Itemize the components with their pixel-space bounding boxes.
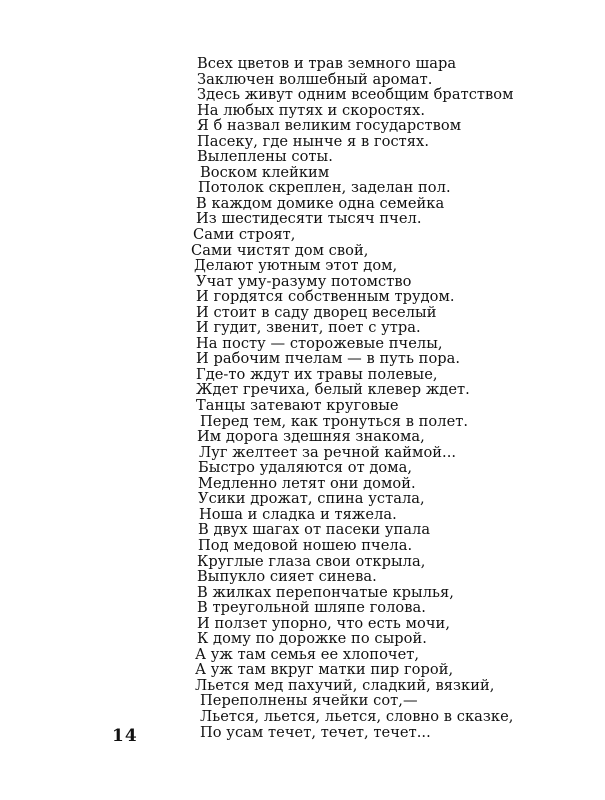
poem-line: И ползет упорно, что есть мочи, xyxy=(197,614,451,632)
poem-line: Всех цветов и трав земного шара xyxy=(197,55,457,72)
poem-line: А уж там вкруг матки пир горой, xyxy=(195,661,454,679)
poem-line: Из шестидесяти тысяч пчел. xyxy=(196,210,422,228)
poem-line: Ноша и сладка и тяжела. xyxy=(199,505,397,523)
poem-line: И стоит в саду дворец веселый xyxy=(196,303,437,321)
poem-line: Где-то ждут их травы полевые, xyxy=(196,365,438,383)
poem-line: И гудит, звенит, поет с утра. xyxy=(196,319,421,337)
poem-line: Я б назвал великим государством xyxy=(197,117,462,135)
poem-line: К дому по дорожке по сырой. xyxy=(197,630,427,648)
poem-line: Льется, льется, льется, словно в сказке, xyxy=(200,707,514,725)
poem-line: Выпукло сияет синева. xyxy=(197,568,377,586)
poem-line: Им дорога здешняя знакома, xyxy=(197,428,425,446)
poem-text xyxy=(191,55,517,741)
poem-line: Потолок скреплен, заделан пол. xyxy=(198,179,451,197)
poem-line: Усики дрожат, спина устала, xyxy=(198,490,425,508)
poem-line: Учат уму-разуму потомство xyxy=(196,272,412,290)
poem-line: Льется мед пахучий, сладкий, вязкий, xyxy=(195,676,495,694)
poem-line: Вылеплены соты. xyxy=(197,148,333,166)
poem-line: Ждет гречиха, белый клевер ждет. xyxy=(196,381,470,399)
poem-line: Воском клейким xyxy=(200,163,330,181)
poem-line: Переполнены ячейки сот,— xyxy=(200,692,418,710)
poem-line: Заключен волшебный аромат. xyxy=(197,70,433,88)
poem-line: Луг желтеет за речной каймой... xyxy=(199,443,457,461)
poem-line: Сами чистят дом свой, xyxy=(191,241,369,259)
poem-line: И рабочим пчелам — в путь пора. xyxy=(196,350,461,368)
poem-line: Танцы затевают круговые xyxy=(196,397,399,415)
poem-line: В треугольной шляпе голова. xyxy=(197,599,426,617)
poem-line: Делают уютным этот дом, xyxy=(194,257,398,275)
poem-line: Медленно летят они домой. xyxy=(198,474,416,492)
poem-line: Под медовой ношею пчела. xyxy=(198,536,413,554)
poem-line: Пасеку, где нынче я в гостях. xyxy=(197,132,430,150)
poem-line: Сами строят, xyxy=(193,226,296,244)
poem-line: Круглые глаза свои открыла, xyxy=(197,552,426,570)
poem-line: На посту — сторожевые пчелы, xyxy=(196,334,443,352)
page-number: 14 xyxy=(112,726,138,746)
poem-line: В жилках перепончатые крылья, xyxy=(197,583,454,601)
poem-line: И гордятся собственным трудом. xyxy=(196,288,455,306)
poem-line: В каждом домике одна семейка xyxy=(196,194,445,212)
poem-line: Здесь живут одним всеобщим братством xyxy=(197,86,514,104)
poem-line: В двух шагах от пасеки упала xyxy=(198,521,431,539)
poem-line: Быстро удаляются от дома, xyxy=(198,459,413,477)
poem-line: Перед тем, как тронуться в полет. xyxy=(200,412,469,430)
poem-line: На любых путях и скоростях. xyxy=(197,101,426,119)
poem-line: А уж там семья ее хлопочет, xyxy=(195,645,420,663)
poem-line: По усам течет, течет, течет... xyxy=(200,723,431,741)
